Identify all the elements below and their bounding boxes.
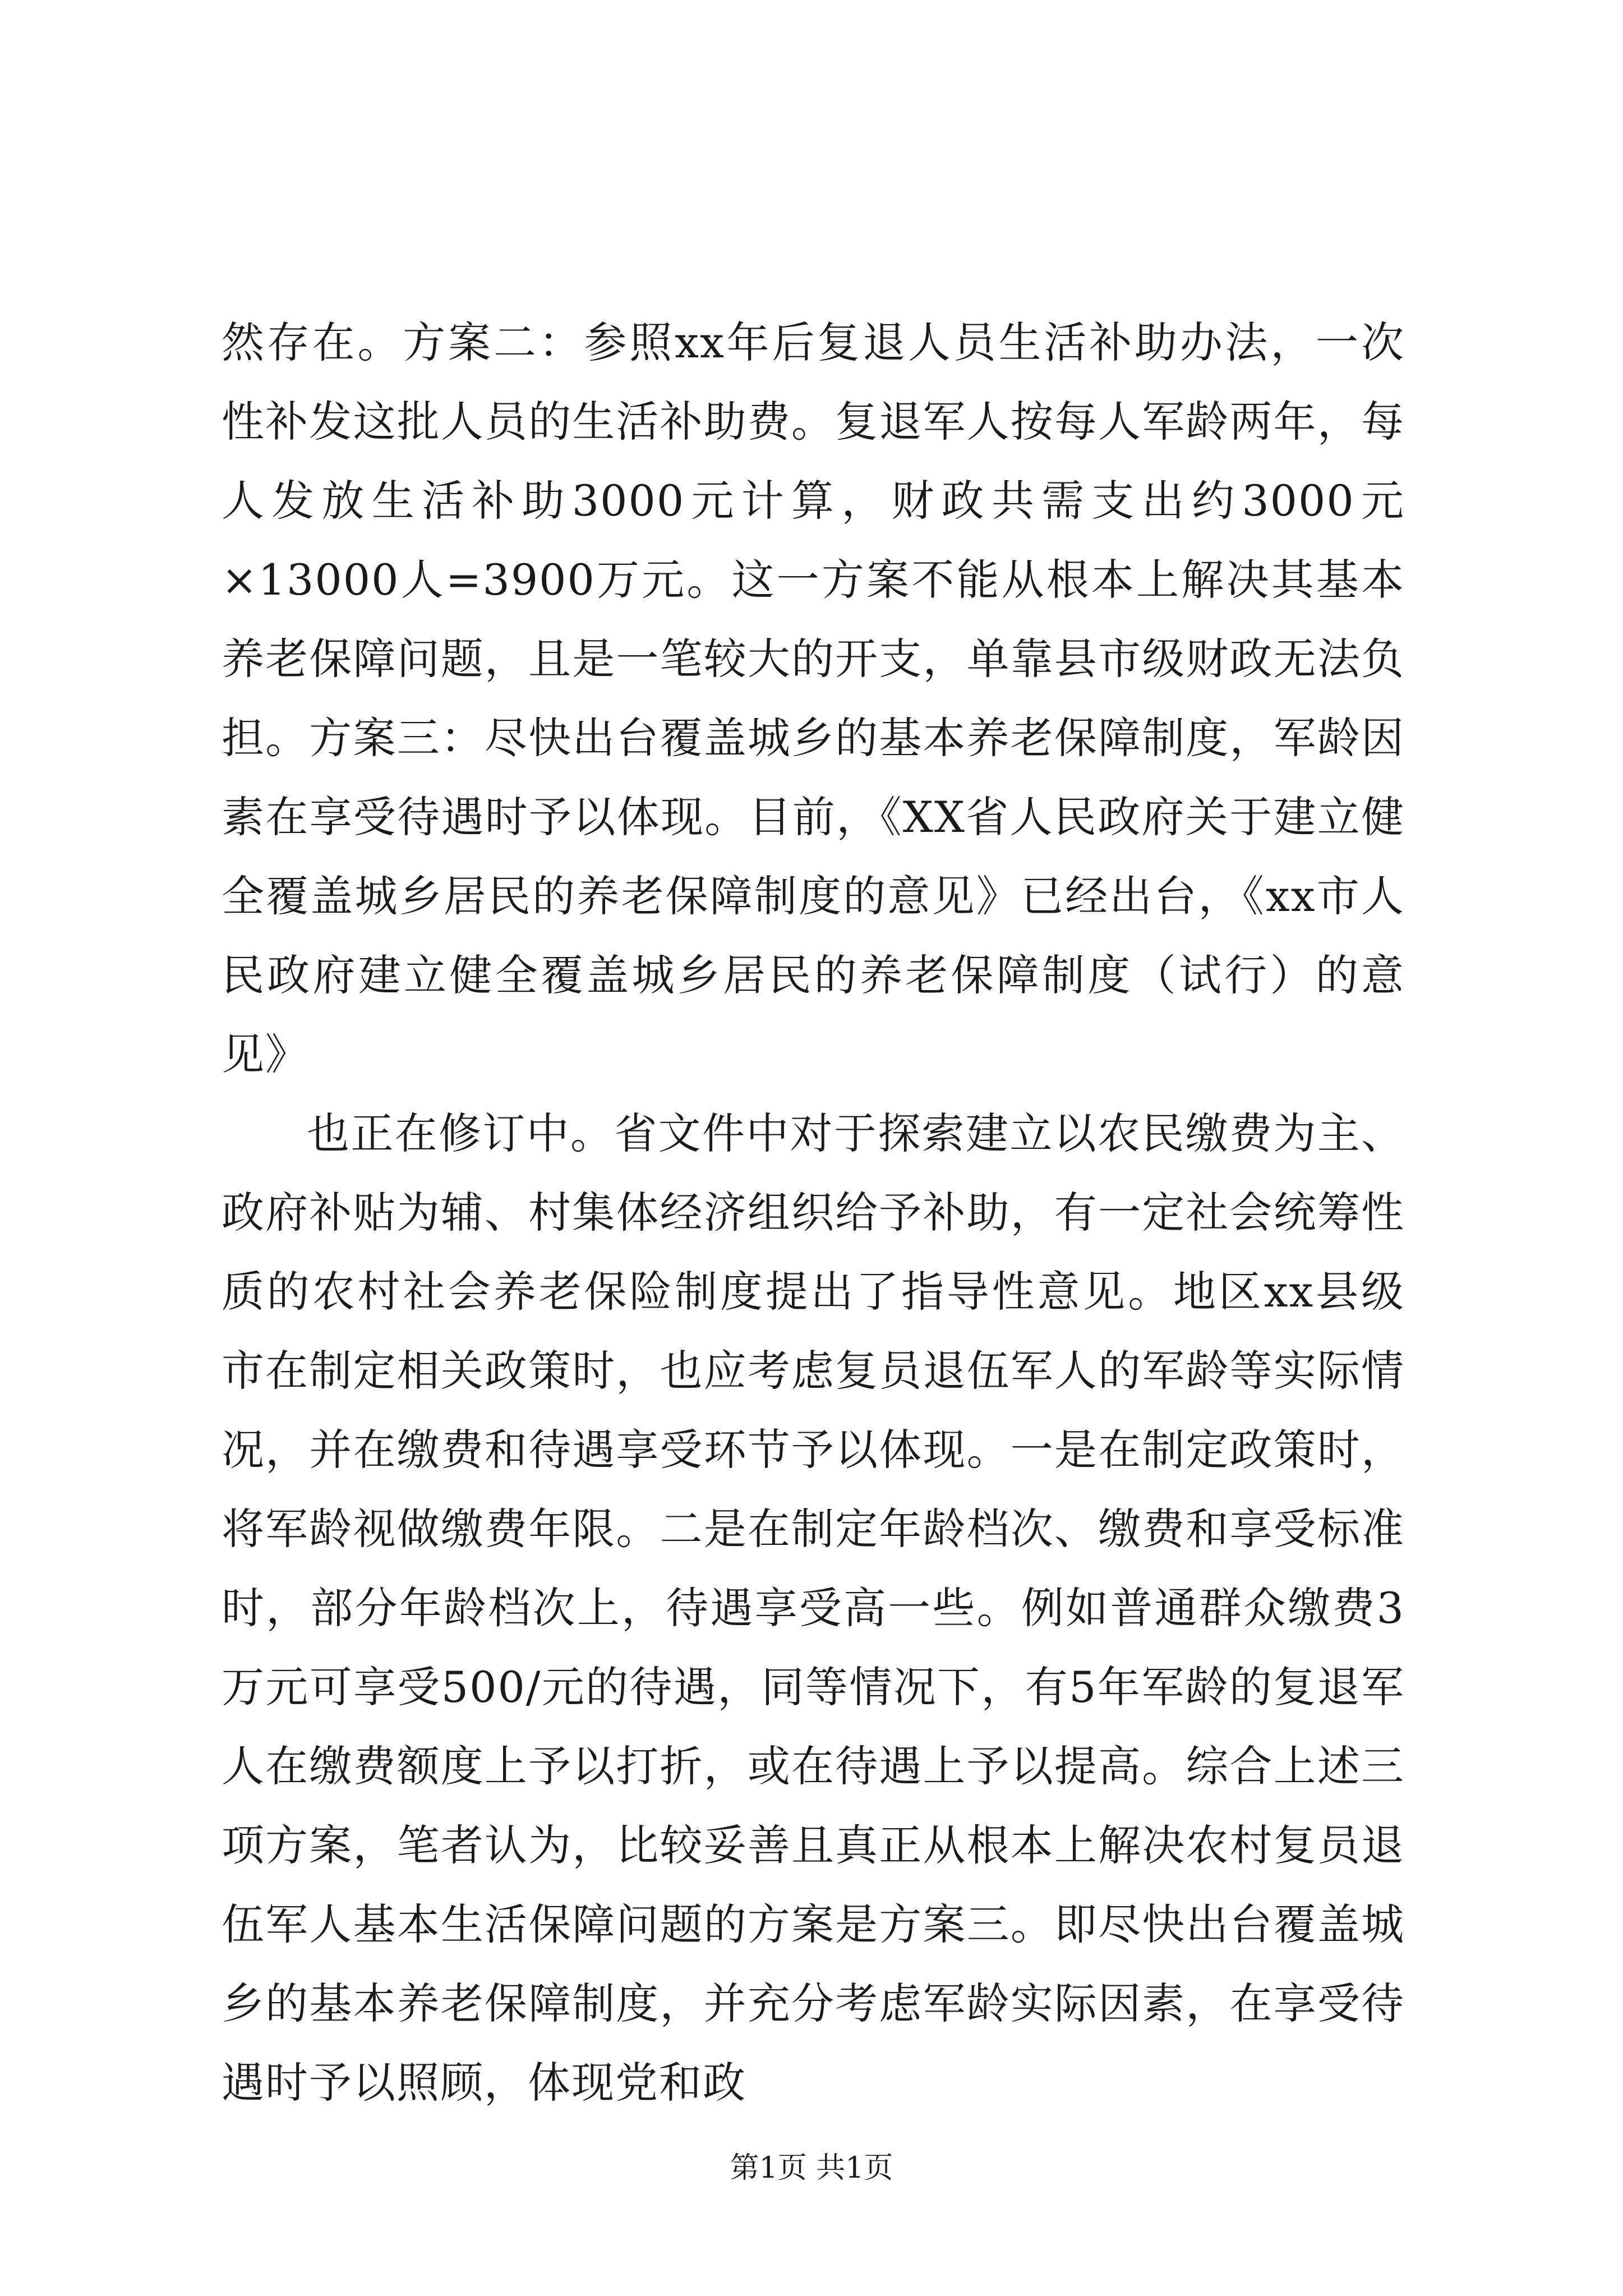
page-footer: 第1页 共1页 — [730, 2151, 893, 2185]
paragraph-1: 然存在。方案二：参照xx年后复退人员生活补助办法，一次性补发这批人员的生活补助费。复退军人按每人军龄两年，每人发放生活补助3000元计算，财政共需支出约3000元×13000人=3900万元。这一方案不能从根本上解决其基本养老保障问题，且是一笔较大的开支，单靠县市级财政无法负担。方案三：尽快出台覆盖城乡的基本养老保障制度，军龄因素在享受待遇时予以体现。目前，《XX省人民政府关于建立健全覆盖城乡居民的养老保障制度的意见》已经出台，《xx市人民政府建立健全覆盖城乡居民的养老保障制度（试行）的意见》 — [222, 318, 1405, 1079]
paragraph-2: 也正在修订中。省文件中对于探索建立以农民缴费为主、政府补贴为辅、村集体经济组织给予补助，有一定社会统筹性质的农村社会养老保险制度提出了指导性意见。地区xx县级市在制定相关政策时，也应考虑复员退伍军人的军龄等实际情况，并在缴费和待遇享受环节予以体现。一是在制定政策时，将军龄视做缴费年限。二是在制定年龄档次、缴费和享受标准时，部分年龄档次上，待遇享受高一些。例如普通群众缴费3万元可享受500/元的待遇，同等情况下，有5年军龄的复退军人在缴费额度上予以打折，或在待遇上予以提高。综合上述三项方案，笔者认为，比较妥善且真正从根本上解决农村复员退伍军人基本生活保障问题的方案是方案三。即尽快出台覆盖城乡的基本养老保障制度，并充分考虑军龄实际因素，在享受待遇时予以照顾，体现党和政 — [222, 1108, 1405, 2108]
document-body — [222, 303, 1405, 2122]
